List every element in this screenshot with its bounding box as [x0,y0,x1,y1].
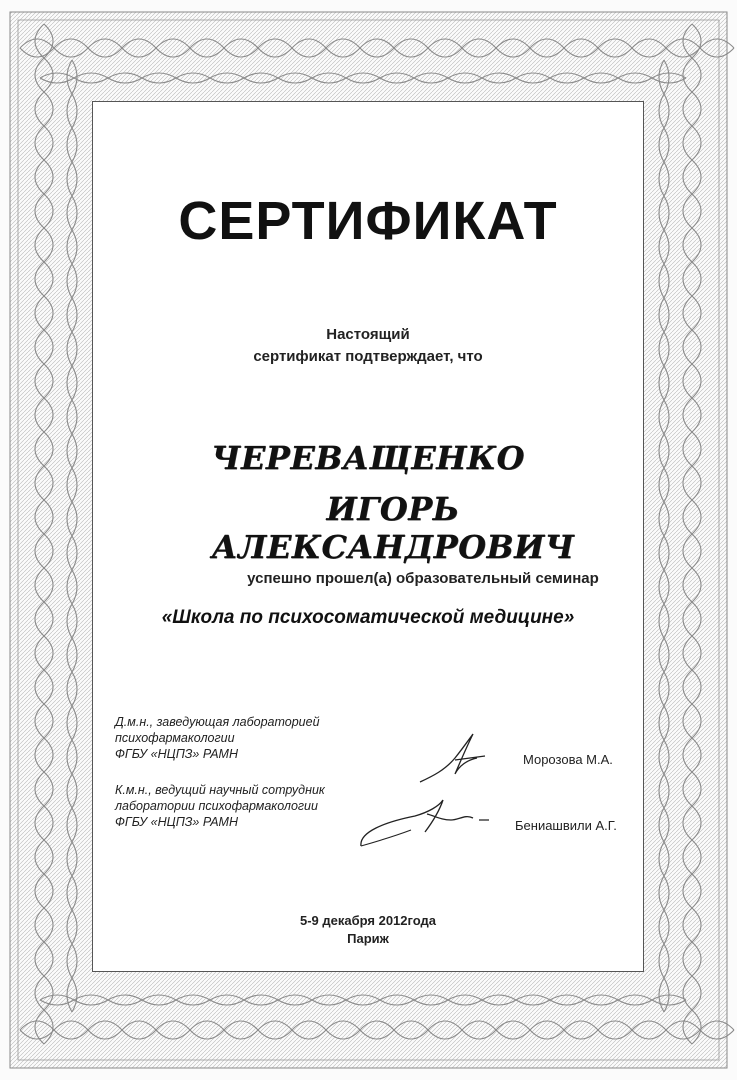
seminar-title: «Школа по психосоматической медицине» [161,607,575,628]
recipient-surname: ЧЕРЕВАЩЕНКО [211,439,525,477]
signature-1 [415,730,495,790]
signatory-2-name: Бениашвили А.Г. [515,818,617,833]
recipient-given-names: ИГОРЬ АЛЕКСАНДРОВИЧ [211,490,575,566]
completion-text: успешно прошел(а) образовательный семинар [247,570,599,587]
certificate-title: СЕРТИФИКАТ [178,191,558,251]
signatory-2-role [115,782,385,830]
event-info [93,912,643,948]
signatory-1-role-line-2: психофармакологии [115,731,235,745]
intro-text [93,324,643,368]
event-city: Париж [347,931,389,946]
signatory-2-role-line-2: лаборатории психофармакологии [115,799,318,813]
intro-line-2: сертификат подтверждает, что [253,348,483,365]
intro-line-1: Настоящий [326,326,410,343]
signatory-1-name: Морозова М.А. [523,752,613,767]
signature-2 [355,792,505,852]
certificate-body [92,101,644,972]
signatory-1-role-line-3: ФГБУ «НЦПЗ» РАМН [115,747,238,761]
signatory-2-role-line-1: К.м.н., ведущий научный сотрудник [115,783,325,797]
signatory-1-role-line-1: Д.м.н., заведующая лабораторией [115,715,320,729]
signatory-2-role-line-3: ФГБУ «НЦПЗ» РАМН [115,815,238,829]
event-dates: 5-9 декабря 2012года [299,913,437,928]
signatory-1-role [115,714,385,762]
